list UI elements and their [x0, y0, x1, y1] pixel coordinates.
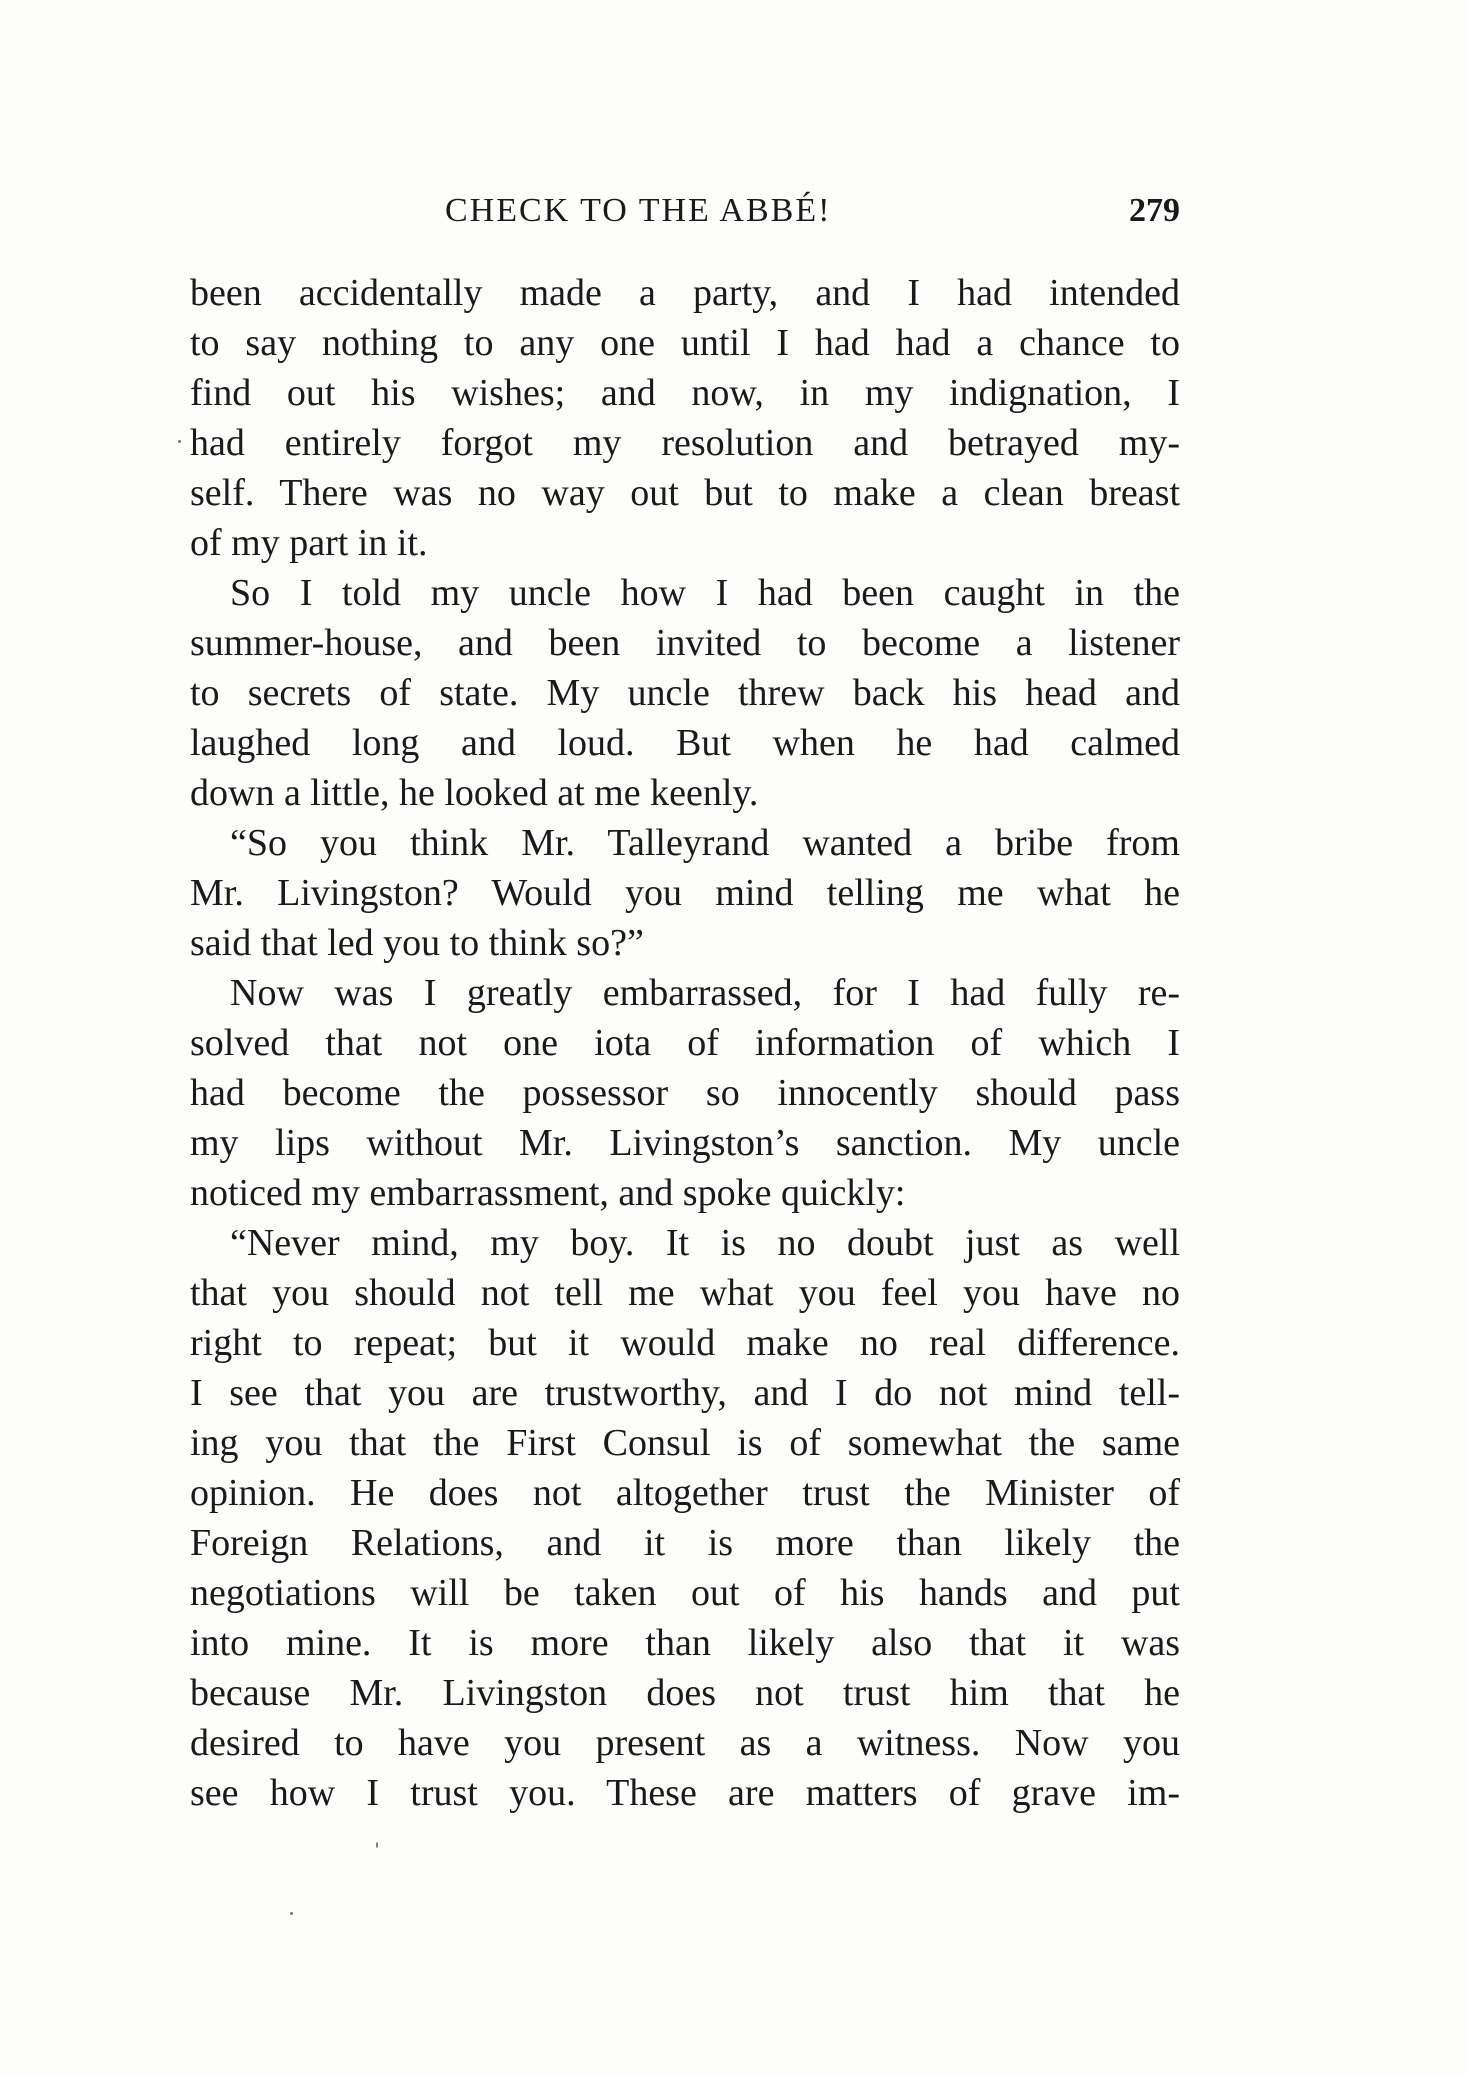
text-line: opinion. He does not altogether trust the Minister of	[190, 1472, 1180, 1514]
running-head	[190, 192, 1180, 236]
print-speck	[178, 440, 181, 443]
print-speck	[376, 1842, 378, 1848]
text-line: right to repeat; but it would make no real difference.	[190, 1322, 1180, 1364]
text-line: been accidentally made a party, and I had intended	[190, 272, 1180, 314]
text-line: ing you that the First Consul is of somewhat the same	[190, 1422, 1180, 1464]
running-title: CHECK TO THE ABBÉ!	[445, 192, 832, 229]
page-number: 279	[1129, 192, 1180, 229]
text-line: “Never mind, my boy. It is no doubt just as well	[230, 1222, 1180, 1264]
text-line: down a little, he looked at me keenly.	[190, 772, 759, 814]
text-line: had entirely forgot my resolution and betrayed my-	[190, 422, 1180, 464]
text-line: “So you think Mr. Talleyrand wanted a bribe from	[230, 822, 1180, 864]
body-text	[190, 268, 1180, 1818]
text-line: that you should not tell me what you feel you have no	[190, 1272, 1180, 1314]
text-line: find out his wishes; and now, in my indignation, I	[190, 372, 1180, 414]
text-line: self. There was no way out but to make a clean breast	[190, 472, 1180, 514]
text-line: to say nothing to any one until I had had a chance to	[190, 322, 1180, 364]
text-line: of my part in it.	[190, 522, 428, 564]
text-line: noticed my embarrassment, and spoke quickly:	[190, 1172, 906, 1214]
text-line: to secrets of state. My uncle threw back his head and	[190, 672, 1180, 714]
text-line: laughed long and loud. But when he had calmed	[190, 722, 1180, 764]
text-line: into mine. It is more than likely also that it was	[190, 1622, 1180, 1664]
text-line: my lips without Mr. Livingston’s sanction. My uncle	[190, 1122, 1180, 1164]
text-line: Now was I greatly embarrassed, for I had fully re-	[230, 972, 1180, 1014]
print-speck	[290, 1912, 293, 1915]
text-line: Foreign Relations, and it is more than likely the	[190, 1522, 1180, 1564]
text-line: because Mr. Livingston does not trust him that he	[190, 1672, 1180, 1714]
text-line: said that led you to think so?”	[190, 922, 644, 964]
text-line: negotiations will be taken out of his hands and put	[190, 1572, 1180, 1614]
text-line: I see that you are trustworthy, and I do not mind tell-	[190, 1372, 1180, 1414]
text-line: see how I trust you. These are matters of grave im-	[190, 1772, 1180, 1814]
text-line: desired to have you present as a witness. Now you	[190, 1722, 1180, 1764]
text-line: summer-house, and been invited to become a listener	[190, 622, 1180, 664]
text-line: So I told my uncle how I had been caught in the	[230, 572, 1180, 614]
text-line: Mr. Livingston? Would you mind telling me what he	[190, 872, 1180, 914]
text-line: had become the possessor so innocently should pass	[190, 1072, 1180, 1114]
text-line: solved that not one iota of information of which I	[190, 1022, 1180, 1064]
